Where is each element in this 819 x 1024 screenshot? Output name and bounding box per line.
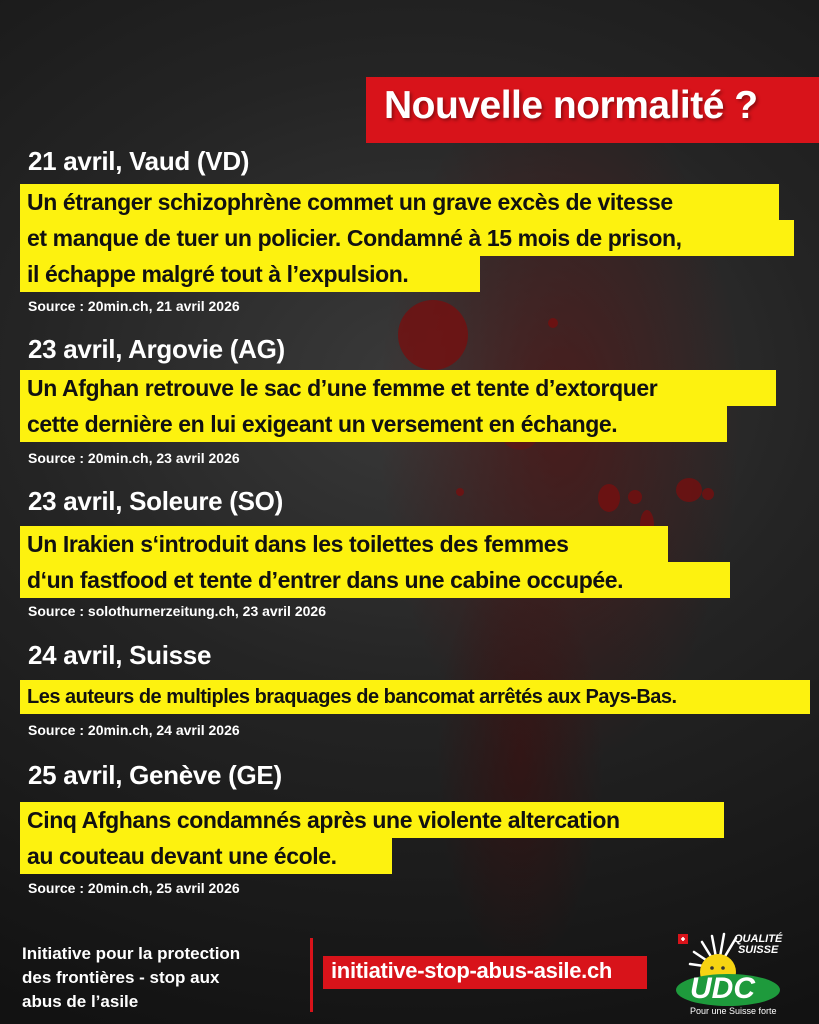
initiative-line: Initiative pour la protection — [22, 944, 241, 963]
entry-source: Source : 20min.ch, 21 avril 2026 — [28, 298, 240, 314]
udc-logo — [668, 928, 798, 1018]
quality-line-1: QUALITÉ — [734, 933, 783, 945]
page-title: Nouvelle normalité ? — [384, 84, 758, 127]
entry-heading: 23 avril, Argovie (AG) — [28, 334, 285, 364]
entry-source: Source : 20min.ch, 23 avril 2026 — [28, 450, 240, 466]
entry-source: Source : 20min.ch, 25 avril 2026 — [28, 880, 240, 896]
entry-text-line: et manque de tuer un policier. Condamné à 15 mois de prison, — [27, 225, 682, 251]
entry-text-line: Cinq Afghans condamnés après une violente altercation — [27, 807, 620, 833]
entry-text-line: Un Irakien s‘introduit dans les toilettes des femmes — [27, 531, 569, 557]
entry-source: Source : 20min.ch, 24 avril 2026 — [28, 722, 240, 738]
entry-text-line: au couteau devant une école. — [27, 843, 337, 869]
entry-text-line: il échappe malgré tout à l’expulsion. — [27, 261, 409, 287]
entry-text-line: Un étranger schizophrène commet un grave excès de vitesse — [27, 189, 673, 215]
entry-text-line: Les auteurs de multiples braquages de bancomat arrêtés aux Pays-Bas. — [27, 686, 677, 708]
quality-label — [734, 934, 782, 956]
entry-text-line: cette dernière en lui exigeant un versement en échange. — [27, 411, 618, 437]
initiative-line: abus de l’asile — [22, 992, 139, 1011]
entry-text-line: d‘un fastfood et tente d’entrer dans une cabine occupée. — [27, 567, 624, 593]
initiative-title — [22, 942, 240, 1014]
entry-heading: 25 avril, Genève (GE) — [28, 760, 282, 790]
party-tagline: Pour une Suisse forte — [690, 1006, 777, 1016]
entry-source: Source : solothurnerzeitung.ch, 23 avril 2026 — [28, 603, 326, 619]
entry-heading: 23 avril, Soleure (SO) — [28, 486, 283, 516]
entry-text-line: Un Afghan retrouve le sac d’une femme et tente d’extorquer — [27, 375, 658, 401]
quality-line-2: SUISSE — [737, 944, 779, 956]
footer-divider — [310, 938, 313, 1012]
party-name: UDC — [690, 972, 755, 1005]
initiative-line: des frontières - stop aux — [22, 968, 220, 987]
entry-heading: 21 avril, Vaud (VD) — [28, 146, 250, 176]
initiative-url-link[interactable]: initiative-stop-abus-asile.ch — [331, 958, 613, 983]
entry-heading: 24 avril, Suisse — [28, 640, 212, 670]
